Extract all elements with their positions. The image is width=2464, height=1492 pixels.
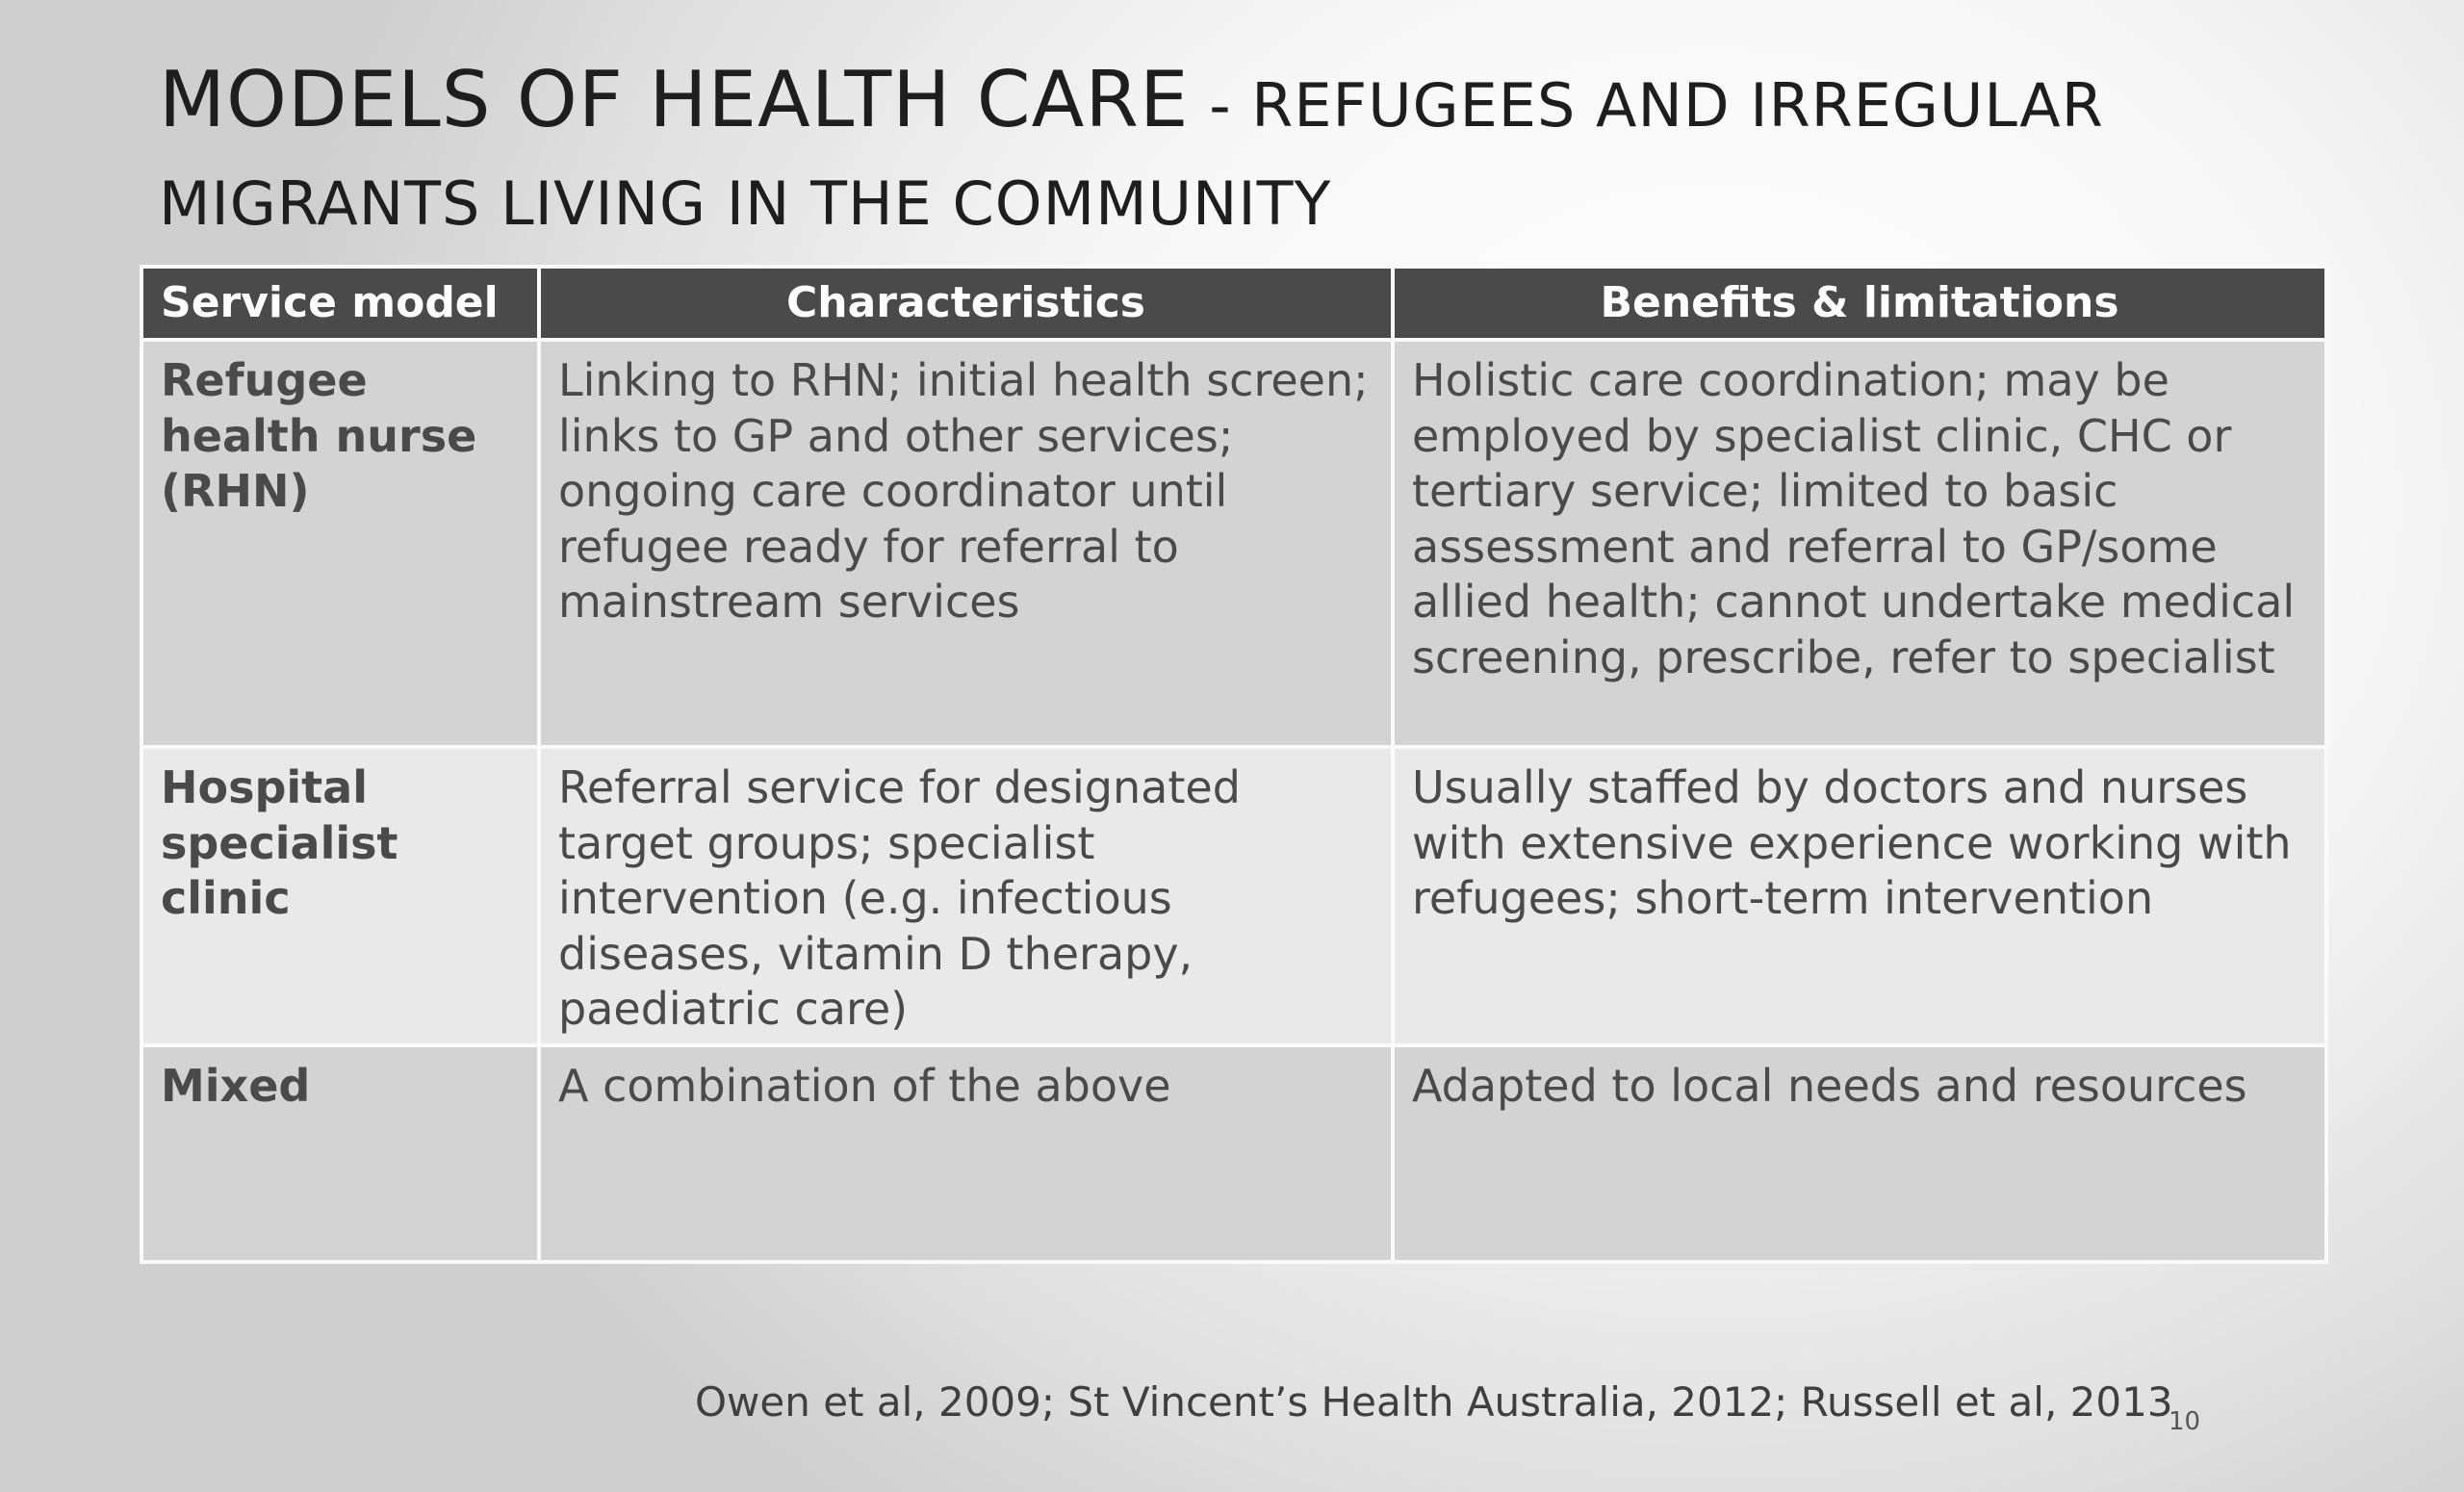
service-model-cell: Refugee health nurse (RHN) [141, 340, 539, 747]
service-model-cell: Hospital specialist clinic [141, 747, 539, 1045]
benefits-limitations-cell: Holistic care coordination; may be employed by specialist clinic, CHC or tertiary service; limited to basic assessment and referral to GP/some allied health; cannot undertake medical screening, prescribe, refer to specialist [1393, 340, 2326, 747]
citation: Owen et al, 2009; St Vincent’s Health Australia, 2012; Russell et al, 2013 [695, 1378, 2173, 1426]
slide-number: 10 [2169, 1407, 2201, 1436]
table-row-mixed [141, 1045, 2326, 1263]
title-sub-part-1: - REFUGEES AND IRREGULAR [1189, 70, 2104, 141]
service-model-cell: Mixed [141, 1045, 539, 1263]
title-line-1 [159, 56, 2373, 160]
characteristics-cell: Referral service for designated target groups; specialist intervention (e.g. infectious diseases, vitamin D therapy, paediatric care) [539, 747, 1393, 1045]
table-row-hospital-specialist-clinic [141, 747, 2326, 1045]
title-sub-part-2: MIGRANTS LIVING IN THE COMMUNITY [159, 168, 1332, 239]
table-row-refugee-health-nurse [141, 340, 2326, 747]
characteristics-cell: A combination of the above [539, 1045, 1393, 1263]
title-main: MODELS OF HEALTH CARE [159, 55, 1190, 144]
table-header-row [141, 267, 2326, 340]
characteristics-cell: Linking to RHN; initial health screen; links to GP and other services; ongoing care coordinator until refugee ready for referral to mainstream services [539, 340, 1393, 747]
header-characteristics: Characteristics [539, 267, 1393, 340]
header-benefits-limitations: Benefits & limitations [1393, 267, 2326, 340]
benefits-limitations-cell: Adapted to local needs and resources [1393, 1045, 2326, 1263]
slide-title [159, 56, 2373, 248]
health-care-models-table [140, 265, 2328, 1264]
benefits-limitations-cell: Usually staffed by doctors and nurses with extensive experience working with refugees; short-term intervention [1393, 747, 2326, 1045]
header-service-model: Service model [141, 267, 539, 340]
